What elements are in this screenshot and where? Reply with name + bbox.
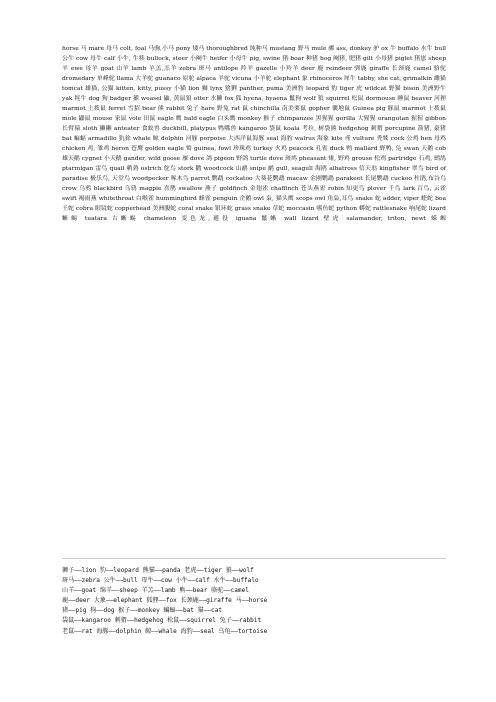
animal-vocabulary-paragraph: horse 马 mare 母马 colt, foal 马驹,小马 pony 矮马 thoroughbred 纯种马 mustang 野马 mule 骡 ass, donkey 驴 ox 牛 buffalo 水牛 bull 公牛 cow 母牛 calf 小牛, 牛犊 bullock, steer 小阉牛 heifer 小母牛 pig, swine 猪 boar 种猪 hog 阉猪, 肥猪 gilt 小母猪 piglet 猪崽 sheep 羊 ewe 母羊 goat 山羊 lamb 羊羔,羔羊 zebra 斑马 antilope 羚羊 gazelle 小羚羊 deer 鹿 reindeer 驯鹿 giraffe 长颈鹿 camel 骆驼 dromedary 单峰驼 llama 大羊驼 guanaco 原驼 alpaca 羊驼 vicuna 小羊驼 elephant 象 rhinoceros 犀牛 tabby, she cat, grimalkin 雌猫 tomcat 雄猫, 公猫 kitten, kitty, pussy 小猫 lion 狮 lynx 猞猁 panther, puma 美洲豹 leopard 豹 tiger 虎 wildcat 野猫 bison 美洲野牛 yak 牦牛 dog 狗 badger 獾 weasel 鼬, 黄鼠狼 otter 水獭 fox 狐 hyena, hyaena 鬣狗 wolf 狼 squirrel 松鼠 dormouse 睡鼠 beaver 河狸 marmot 土拨鼠 ferret 雪貂 bear 熊 rabbit 兔子 hare 野兔 rat 鼠 chinchilla 南美栗鼠 gopher 囊地鼠 Guinea pig 豚鼠 marmot 土拨鼠 mole 鼹鼠 mouse 家鼠 vole 田鼠 eagle 鹰 bald eagle 白头鹰 monkey 猴子 chimpanzee 黑猩猩 gorilla 大猩猩 orangutan 猩猩 gibbon 长臂猿 sloth 獭獭 anteater 食蚁兽 duckbill, platypus 鸭嘴兽 kangaroo 袋鼠 koala 考拉, 树袋熊 hedgehog 刺猬 porcupine 箭猪, 豪猪 bat 蝙蝠 armadillo 犰狳 whale 鲸 dolphin 河豚 porpoise 大西洋鼠海豚 seal 海豹 walrus 海象 kite 鸢 vulture 秃鹫 cock 公鸡 hen 母鸡 chicken 鸡, 雏鸡 heron 苍鹰 golden eagle 鹫 guinea, fowl 珍珠鸡 turkey 火鸡 peacock 孔雀 duck 鸭 mallard 野鸭, 凫 swan 天鹅 cob 雄天鹅 cygnet 小天鹅 gander, wild goose 雁 dove 鸽 pigeon 野鸽 turtle dove 斑鸠 pheasant 雉, 野鸡 grouse 松鸡 partridge 石鸡, 鹧鸪 ptarmigan 雷鸟 quail 鹌鹑 ostrich 鸵鸟 stork 鹳 woodcock 山鹬 snipe 鹬 gull, seagull 海鸥 albatross 信天翁 kingfisher 翠鸟 bird of paradise 极乐鸟, 天堂鸟 woodpecker 啄木鸟 parrot 鹦鹉 cockatoo 大葵花鹦鹉 macaw 金刚鹦鹉 parakeet 长尾鹦鹉 cuckoo 杜鹃,布谷鸟 crow 乌鸦 blackbird 乌鸫 magpie 喜鹊 swallow 燕子 goldfinch 金翅雀 chaffinch 苍头燕雀 robin 知更鸟 plover 千鸟 lark 百鸟, 云雀 swift 褐雨燕 whitethroat 白喉雀 hummingbird 蜂雀 penguin 企鹅 owl 枭, 猫头鹰 scops owl 角枭,耳鸟 snake 蛇 adder, viper 蝰蛇 boa 王蛇 cobra 眼镜蛇 copperhead 美洲腹蛇 coral snake 银环蛇 grass snake 草蛇 moccasin 嗜鱼蛇 python 蟒蛇 rattlesnake 响尾蛇 lizard 蜥蜴 tuatara 古蜥蜴 chameleon 变色龙,避役 iguana 鬣蜥 wall lizard 壁虎 salamander, triton, newt 蝾螈	[62, 45, 446, 223]
animal-name-list	[62, 566, 452, 637]
series-line: 猪——pig 狗——dog 猴子——monkey 蝙蝠——bat 猫——cat	[62, 607, 223, 615]
section-divider	[62, 558, 446, 559]
series-line: 狮子——lion 豹——leopard 熊猫——panda 老虎——tiger 狼——wolf	[62, 567, 254, 574]
series-line: 老鼠——rat 海豚——dolphin 鲸——whale 海豹——seal 乌龟——tortoise	[62, 627, 268, 635]
series-line: 斑马——zebra 公牛——bull 母牛——cow 小牛——calf 水牛——buffalo	[62, 577, 259, 585]
series-line: 鹿——deer 大象——elephant 狐狸——fox 长颈鹿——giraffe 马——horse	[62, 597, 268, 605]
series-line: 袋鼠——kangaroo 刺猬——hedgehog 松鼠——squirrel 兔子——rabbit	[62, 617, 262, 625]
series-line: 山羊——goat 绵羊——sheep 羊羔——lamb 熊——bear 骆驼——camel	[62, 587, 249, 595]
